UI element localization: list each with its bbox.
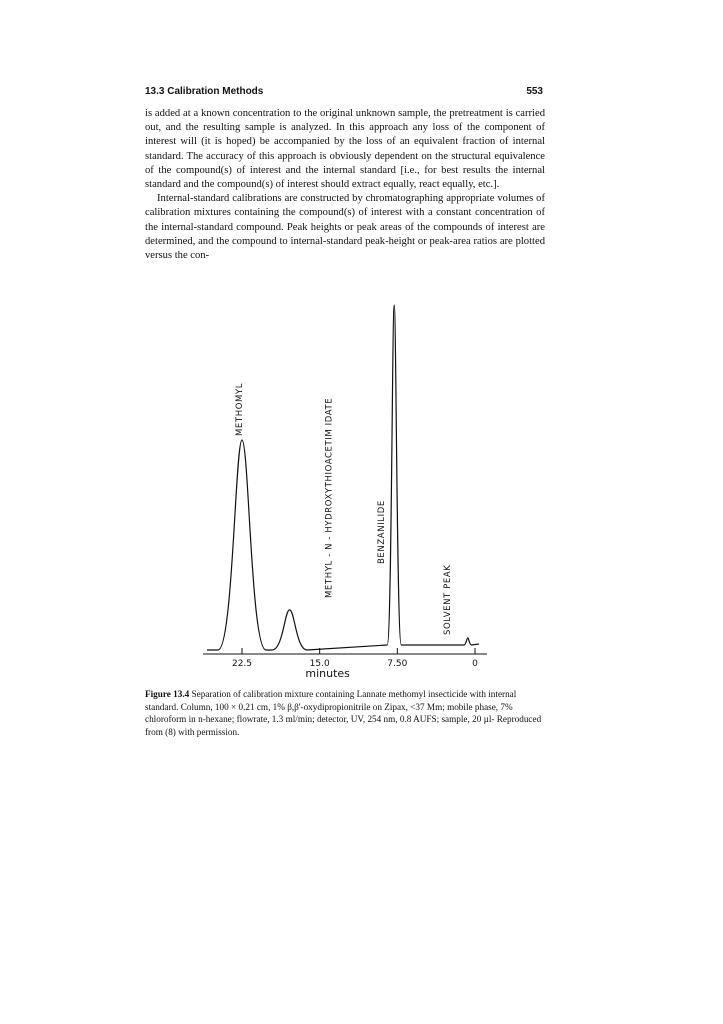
peak-label: SOLVENT PEAK [442, 564, 453, 635]
figure-caption [145, 688, 545, 738]
x-tick-label: 15.0 [309, 659, 330, 669]
x-tick-label: 0 [472, 659, 478, 669]
section-title: 13.3 Calibration Methods [145, 86, 264, 97]
paragraph: is added at a known concentration to the original unknown sample, the pretreatment is carried out, and the resulting sample is analyzed. In this approach any loss of the component of interest will (it is hoped) be accompanied by the loss of an equivalent fraction of internal standard. The accuracy of this approach is obviously dependent on the structural equivalence of the compound(s) of interest and the internal standard [i.e., for best results the internal standard and the compound(s) of interest should extract equally, react equally, etc.]. [145, 108, 545, 191]
body-text [145, 107, 545, 263]
figure-number: Figure 13.4 [145, 689, 190, 699]
x-axis-title: minutes [305, 667, 350, 680]
chromatogram-figure [195, 292, 555, 682]
running-header [145, 86, 543, 102]
x-tick-label: 7.50 [387, 659, 408, 669]
paragraph: Internal-standard calibrations are constructed by chromatographing appropriate volumes of calibration mixtures containing the compound(s) of interest with a constant concentration of the internal-standard compound. Peak heights or peak areas of the compounds of interest are determined, and the compound to internal-standard peak-height or peak-area ratios are plotted versus the con- [145, 193, 545, 262]
x-tick-label: 22.5 [231, 659, 253, 669]
chromatogram-trace [207, 305, 479, 650]
peak-label: BENZANILIDE [377, 500, 388, 564]
chromatogram-chart [195, 292, 555, 682]
page-number: 553 [526, 86, 543, 97]
peak-label: METHYL - N - HYDROXYTHIOACETIM IDATE [324, 397, 335, 598]
caption-text: Separation of calibration mixture containing Lannate methomyl insecticide with internal standard. Column, 100 × 0.21 cm, 1% β,β'-oxydipropionitrile on Zipax, <37 Mm; mobile phase, 7% chloroform in n-hexane; flowrate, 1.3 ml/min; detector, UV, 254 nm, 0.8 AUFS; sample, 20 µl- Reproduced from (8) with permission. [145, 689, 542, 737]
peak-label: METHOMYL [235, 382, 245, 436]
